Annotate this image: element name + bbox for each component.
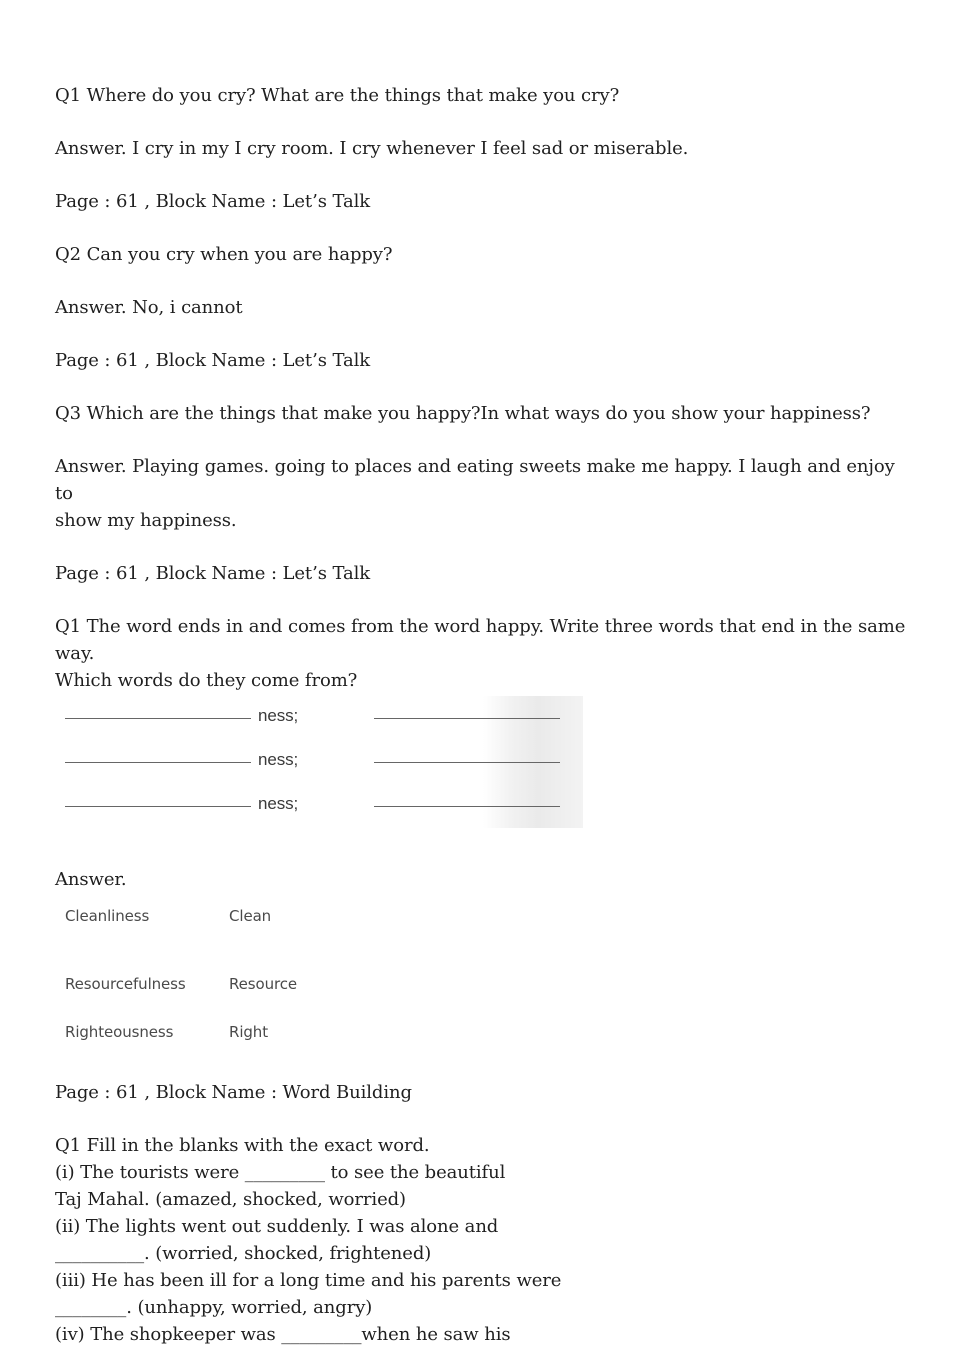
question-4-line-1: Q1 The word ends in and comes from the word happy. Write three words that end in the same way. xyxy=(55,616,906,664)
ness-row-1 xyxy=(65,698,575,724)
ness-row-3 xyxy=(65,786,575,812)
fill-blanks-line: (iv) The shopkeeper was _________when he saw his xyxy=(55,1324,511,1345)
question-4 xyxy=(55,613,915,694)
question-4-line-2: Which words do they come from? xyxy=(55,670,358,691)
blank-line-left xyxy=(65,806,251,807)
answer-4-label: Answer. xyxy=(55,869,127,890)
fill-in-the-blanks xyxy=(55,1132,915,1348)
ness-suffix: ness; xyxy=(258,794,299,813)
fill-blanks-line: ________. (unhappy, worried, angry) xyxy=(55,1297,373,1318)
derived-word: Resourcefulness xyxy=(65,975,186,993)
answer-1: Answer. I cry in my I cry room. I cry whenever I feel sad or miserable. xyxy=(55,138,689,159)
ness-suffix: ness; xyxy=(258,706,299,725)
page-reference-2: Page : 61 , Block Name : Let’s Talk xyxy=(55,350,371,371)
ness-exercise-image xyxy=(55,694,585,830)
page-reference-4: Page : 61 , Block Name : Word Building xyxy=(55,1082,412,1103)
derived-word: Cleanliness xyxy=(65,907,150,925)
blank-line-left xyxy=(65,762,251,763)
root-word: Resource xyxy=(229,975,297,993)
fill-blanks-heading: Q1 Fill in the blanks with the exact word. xyxy=(55,1135,430,1156)
root-word: Clean xyxy=(229,907,272,925)
answer-3-line-1: Answer. Playing games. going to places and eating sweets make me happy. I laugh and enjoy to xyxy=(55,456,895,504)
fill-blanks-line: (ii) The lights went out suddenly. I was alone and xyxy=(55,1216,499,1237)
question-1: Q1 Where do you cry? What are the things that make you cry? xyxy=(55,85,620,106)
answer-3 xyxy=(55,453,915,534)
fill-blanks-line: (iii) He has been ill for a long time and his parents were xyxy=(55,1270,562,1291)
document-page xyxy=(55,82,915,1348)
blank-line-right xyxy=(374,762,560,763)
question-3: Q3 Which are the things that make you happy?In what ways do you show your happiness? xyxy=(55,403,871,424)
blank-line-left xyxy=(65,718,251,719)
root-word: Right xyxy=(229,1023,268,1041)
fill-blanks-line: Taj Mahal. (amazed, shocked, worried) xyxy=(55,1189,406,1210)
derived-word: Righteousness xyxy=(65,1023,174,1041)
answer-words-image xyxy=(55,893,355,1053)
page-reference-1: Page : 61 , Block Name : Let’s Talk xyxy=(55,191,371,212)
ness-suffix: ness; xyxy=(258,750,299,769)
answer-2: Answer. No, i cannot xyxy=(55,297,243,318)
blank-line-right xyxy=(374,806,560,807)
fill-blanks-line: __________. (worried, shocked, frightened) xyxy=(55,1243,432,1264)
ness-row-2 xyxy=(65,742,575,768)
fill-blanks-line: (i) The tourists were _________ to see the beautiful xyxy=(55,1162,506,1183)
question-2: Q2 Can you cry when you are happy? xyxy=(55,244,393,265)
blank-line-right xyxy=(374,718,560,719)
page-reference-3: Page : 61 , Block Name : Let’s Talk xyxy=(55,563,371,584)
answer-3-line-2: show my happiness. xyxy=(55,510,237,531)
